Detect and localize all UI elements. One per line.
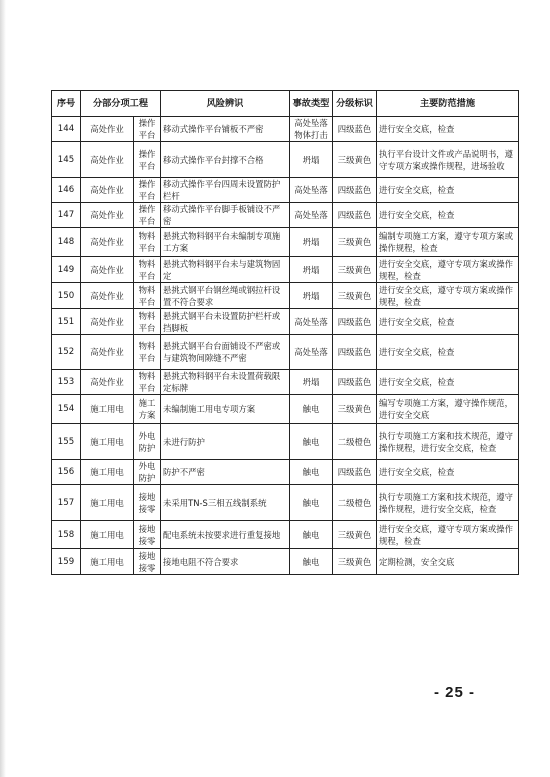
cell-risk: 未编制施工用电专项方案	[161, 395, 290, 424]
cell-no: 146	[52, 178, 81, 203]
cell-measure: 定期检测，安全交底	[377, 549, 519, 575]
cell-part: 施工用电	[81, 549, 134, 575]
cell-no: 157	[52, 485, 81, 521]
cell-level: 三级黄色	[333, 142, 377, 178]
cell-level: 四级蓝色	[333, 335, 377, 370]
cell-accident-type: 触电	[290, 424, 333, 460]
cell-subpart: 物料平台	[134, 257, 161, 283]
cell-measure: 进行安全交底，检查	[377, 203, 519, 228]
cell-risk: 接地电阻不符合要求	[161, 549, 290, 575]
cell-part: 施工用电	[81, 485, 134, 521]
cell-level: 三级黄色	[333, 283, 377, 309]
cell-accident-type: 坍塌	[290, 142, 333, 178]
cell-level: 三级黄色	[333, 549, 377, 575]
cell-accident-type: 高处坠落	[290, 309, 333, 335]
table-row	[52, 370, 519, 395]
table-row	[52, 424, 519, 460]
cell-subpart: 物料平台	[134, 283, 161, 309]
table-header-row	[52, 91, 519, 117]
cell-measure: 进行安全交底，检查	[377, 335, 519, 370]
cell-risk: 移动式操作平台脚手板铺设不严密	[161, 203, 290, 228]
cell-measure: 进行安全交底，检查	[377, 460, 519, 485]
cell-measure: 进行安全交底，检查	[377, 178, 519, 203]
cell-part: 施工用电	[81, 395, 134, 424]
table-row	[52, 283, 519, 309]
cell-subpart: 接地接零	[134, 485, 161, 521]
cell-level: 三级黄色	[333, 257, 377, 283]
cell-part: 高处作业	[81, 228, 134, 257]
header-measures: 主要防范措施	[377, 91, 519, 117]
cell-risk: 未采用TN-S三相五线制系统	[161, 485, 290, 521]
cell-part: 高处作业	[81, 257, 134, 283]
cell-no: 154	[52, 395, 81, 424]
table-row	[52, 228, 519, 257]
cell-subpart: 外电防护	[134, 424, 161, 460]
table-row	[52, 178, 519, 203]
cell-part: 高处作业	[81, 203, 134, 228]
cell-measure: 进行安全交底，检查	[377, 117, 519, 142]
cell-accident-type: 坍塌	[290, 228, 333, 257]
cell-subpart: 操作平台	[134, 142, 161, 178]
cell-part: 高处作业	[81, 335, 134, 370]
cell-level: 二级橙色	[333, 485, 377, 521]
cell-risk: 悬挑式钢平台未设置防护栏杆或挡脚板	[161, 309, 290, 335]
cell-subpart: 操作平台	[134, 117, 161, 142]
header-part: 分部分项工程	[81, 91, 161, 117]
cell-subpart: 操作平台	[134, 178, 161, 203]
header-risk: 风险辨识	[161, 91, 290, 117]
cell-no: 151	[52, 309, 81, 335]
cell-no: 145	[52, 142, 81, 178]
cell-accident-type: 高处坠落	[290, 335, 333, 370]
cell-no: 158	[52, 521, 81, 549]
cell-level: 四级蓝色	[333, 309, 377, 335]
table-row	[52, 203, 519, 228]
cell-level: 四级蓝色	[333, 460, 377, 485]
table-row	[52, 485, 519, 521]
cell-no: 144	[52, 117, 81, 142]
cell-accident-type: 高处坠落物体打击	[290, 117, 333, 142]
cell-accident-type: 坍塌	[290, 257, 333, 283]
cell-accident-type: 触电	[290, 460, 333, 485]
cell-subpart: 物料平台	[134, 309, 161, 335]
cell-risk: 悬挑式钢平台钢丝绳或钢拉杆设置不符合要求	[161, 283, 290, 309]
cell-risk: 悬挑式钢平台台面铺设不严密或与建筑物间隙缝不严密	[161, 335, 290, 370]
cell-subpart: 物料平台	[134, 370, 161, 395]
cell-part: 高处作业	[81, 283, 134, 309]
cell-level: 四级蓝色	[333, 117, 377, 142]
cell-subpart: 接地接零	[134, 521, 161, 549]
cell-risk: 悬挑式物料钢平台未设置荷载限定标牌	[161, 370, 290, 395]
cell-measure: 执行专项施工方案和技术规范，遵守操作规程，进行安全交底，检查	[377, 424, 519, 460]
table-row	[52, 309, 519, 335]
cell-risk: 移动式操作平台铺板不严密	[161, 117, 290, 142]
cell-measure: 执行平台设计文件或产品说明书，遵守专项方案或操作规程，进场验收	[377, 142, 519, 178]
cell-accident-type: 触电	[290, 485, 333, 521]
cell-no: 159	[52, 549, 81, 575]
cell-measure: 进行安全交底，遵守专项方案或操作规程，检查	[377, 521, 519, 549]
table-row	[52, 335, 519, 370]
cell-measure: 执行专项施工方案和技术规范，遵守操作规程，进行安全交底，检查	[377, 485, 519, 521]
cell-level: 三级黄色	[333, 395, 377, 424]
cell-risk: 悬挑式物料钢平台未与建筑物固定	[161, 257, 290, 283]
cell-no: 152	[52, 335, 81, 370]
page-number: - 25 -	[434, 684, 476, 701]
cell-risk: 未进行防护	[161, 424, 290, 460]
cell-part: 施工用电	[81, 521, 134, 549]
header-no: 序号	[52, 91, 81, 117]
table-row	[52, 460, 519, 485]
cell-no: 149	[52, 257, 81, 283]
cell-measure: 进行安全交底，检查	[377, 309, 519, 335]
cell-no: 148	[52, 228, 81, 257]
cell-level: 四级蓝色	[333, 370, 377, 395]
table-body	[52, 117, 519, 575]
cell-part: 高处作业	[81, 178, 134, 203]
cell-no: 156	[52, 460, 81, 485]
cell-measure: 进行安全交底，遵守专项方案或操作规程，检查	[377, 283, 519, 309]
table-row	[52, 521, 519, 549]
cell-no: 155	[52, 424, 81, 460]
cell-measure: 进行安全交底，遵守专项方案或操作规程，检查	[377, 257, 519, 283]
cell-no: 147	[52, 203, 81, 228]
cell-measure: 编写专项施工方案，遵守操作规范，进行安全交底	[377, 395, 519, 424]
cell-part: 高处作业	[81, 309, 134, 335]
table-row	[52, 257, 519, 283]
cell-subpart: 物料平台	[134, 335, 161, 370]
cell-accident-type: 坍塌	[290, 370, 333, 395]
cell-subpart: 操作平台	[134, 203, 161, 228]
table-row	[52, 142, 519, 178]
cell-part: 高处作业	[81, 117, 134, 142]
cell-risk: 移动式操作平台四周未设置防护栏杆	[161, 178, 290, 203]
cell-accident-type: 高处坠落	[290, 203, 333, 228]
table-row	[52, 395, 519, 424]
risk-table	[51, 90, 519, 575]
cell-risk: 防护不严密	[161, 460, 290, 485]
cell-risk: 配电系统未按要求进行重复接地	[161, 521, 290, 549]
cell-subpart: 物料平台	[134, 228, 161, 257]
cell-part: 施工用电	[81, 460, 134, 485]
cell-level: 四级蓝色	[333, 203, 377, 228]
cell-accident-type: 坍塌	[290, 283, 333, 309]
header-level: 分级标识	[333, 91, 377, 117]
table-row	[52, 117, 519, 142]
cell-part: 高处作业	[81, 370, 134, 395]
cell-subpart: 外电防护	[134, 460, 161, 485]
cell-measure: 编制专项施工方案，遵守专项方案或操作规程，检查	[377, 228, 519, 257]
cell-risk: 移动式操作平台封撑不合格	[161, 142, 290, 178]
cell-level: 四级蓝色	[333, 178, 377, 203]
cell-no: 150	[52, 283, 81, 309]
cell-level: 三级黄色	[333, 521, 377, 549]
cell-subpart: 接地接零	[134, 549, 161, 575]
cell-level: 三级黄色	[333, 228, 377, 257]
cell-measure: 进行安全交底，检查	[377, 370, 519, 395]
cell-part: 高处作业	[81, 142, 134, 178]
cell-no: 153	[52, 370, 81, 395]
cell-level: 二级橙色	[333, 424, 377, 460]
cell-risk: 悬挑式物料钢平台未编制专项施工方案	[161, 228, 290, 257]
table-row	[52, 549, 519, 575]
cell-accident-type: 高处坠落	[290, 178, 333, 203]
cell-accident-type: 触电	[290, 395, 333, 424]
cell-part: 施工用电	[81, 424, 134, 460]
cell-subpart: 施工方案	[134, 395, 161, 424]
cell-accident-type: 触电	[290, 549, 333, 575]
header-accident-type: 事故类型	[290, 91, 333, 117]
cell-accident-type: 触电	[290, 521, 333, 549]
scan-edge-shadow	[0, 0, 6, 777]
